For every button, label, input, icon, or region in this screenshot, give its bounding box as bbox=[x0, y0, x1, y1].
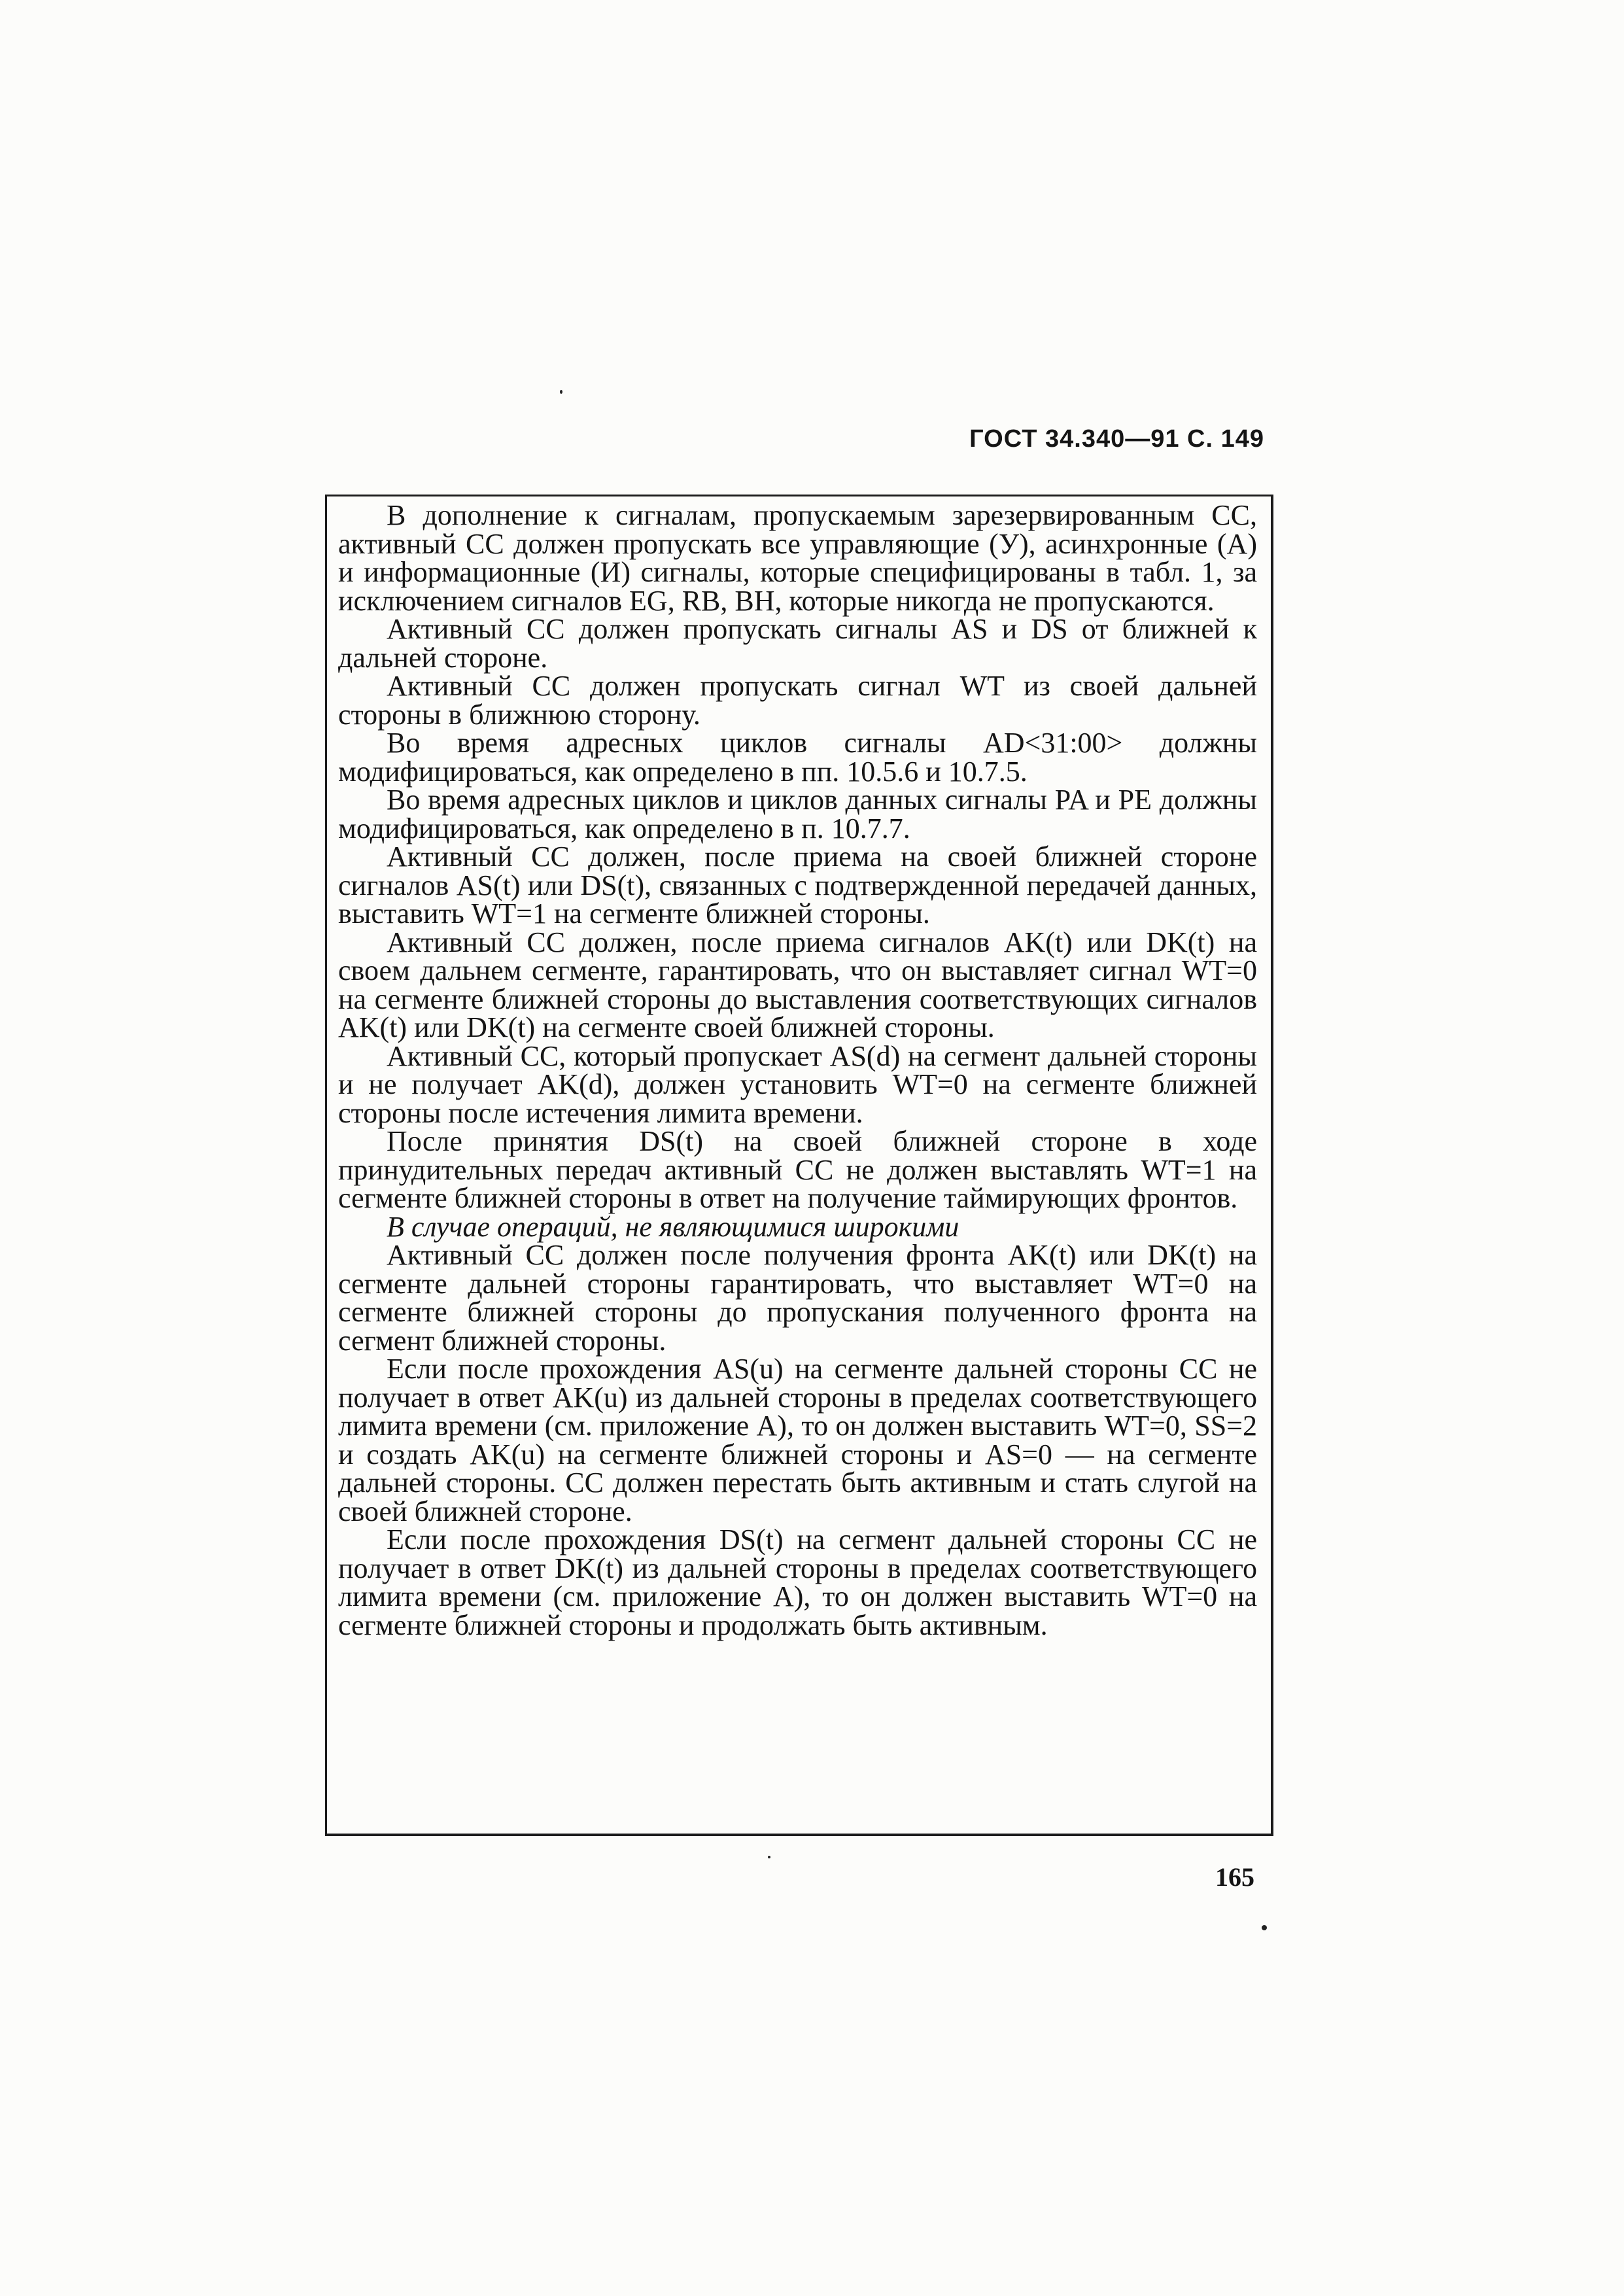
paragraph-5: Во время адресных циклов и циклов данных сигналы PA и PE должны модифицироваться, как определено в п. 10.7.7. bbox=[338, 784, 1257, 844]
paragraph-1: В дополнение к сигналам, пропускаемым зарезервированным СС, активный СС должен пропускать все управляющие (У), асинхронные (А) и информационные (И) сигналы, которые специфицированы в табл. 1, за исключением сигналов EG, RB, BH, которые никогда не пропускаются. bbox=[338, 499, 1257, 617]
page-number: 165 bbox=[1215, 1862, 1254, 1892]
paragraph-4: Во время адресных циклов сигналы AD<31:00> должны модифицироваться, как определено в пп. 10.5.6 и 10.7.5. bbox=[338, 727, 1257, 788]
paragraph-2: Активный СС должен пропускать сигналы AS и DS от ближней к дальней стороне. bbox=[338, 613, 1257, 674]
scan-speck bbox=[560, 390, 562, 394]
body-text bbox=[338, 501, 1257, 1639]
paragraph-8: Активный СС, который пропускает AS(d) на сегмент дальней стороны и не получает AK(d), должен установить WT=0 на сегменте ближней стороны после истечения лимита времени. bbox=[338, 1039, 1257, 1129]
paragraph-6: Активный СС должен, после приема на своей ближней стороне сигналов AS(t) или DS(t), связанных с подтвержденной передачей данных, выставить WT=1 на сегменте ближней стороны. bbox=[338, 841, 1257, 930]
section-heading: В случае операций, не являющимися широкими bbox=[387, 1210, 959, 1243]
scan-speck bbox=[768, 1856, 770, 1858]
scan-speck bbox=[1262, 1925, 1267, 1930]
paragraph-12: Если после прохождения DS(t) на сегмент дальней стороны СС не получает в ответ DK(t) из дальней стороны в пределах соответствующего лимита времени (см. приложение А), то он должен выставить WT=0 на сегменте ближней стороны и продолжать быть активным. bbox=[338, 1523, 1257, 1641]
paragraph-9: После принятия DS(t) на своей ближней стороне в ходе принудительных передач активный СС не должен выставлять WT=1 на сегменте ближней стороны в ответ на получение таймирующих фронтов. bbox=[338, 1125, 1257, 1214]
paragraph-10: Активный СС должен после получения фронта AK(t) или DK(t) на сегменте дальней стороны гарантировать, что выставляет WT=0 на сегменте ближней стороны до пропускания полученного фронта на сегмент ближней стороны. bbox=[338, 1239, 1257, 1357]
paragraph-11: Если после прохождения AS(u) на сегменте дальней стороны СС не получает в ответ AK(u) из дальней стороны в пределах соответствующего лимита времени (см. приложение А), то он должен выставить WT=0, SS=2 и создать AK(u) на сегменте ближней стороны и AS=0 — на сегменте дальней стороны. СС должен перестать быть активным и стать слугой на своей ближней стороне. bbox=[338, 1353, 1257, 1527]
page-header: ГОСТ 34.340—91 С. 149 bbox=[969, 425, 1264, 453]
paragraph-7: Активный СС должен, после приема сигналов AK(t) или DK(t) на своем дальнем сегменте, гарантировать, что он выставляет сигнал WT=0 на сегменте ближней стороны до выставления соответствующих сигналов AK(t) или DK(t) на сегменте своей ближней стороны. bbox=[338, 926, 1257, 1043]
paragraph-3: Активный СС должен пропускать сигнал WT из своей дальней стороны в ближнюю сторону. bbox=[338, 670, 1257, 731]
